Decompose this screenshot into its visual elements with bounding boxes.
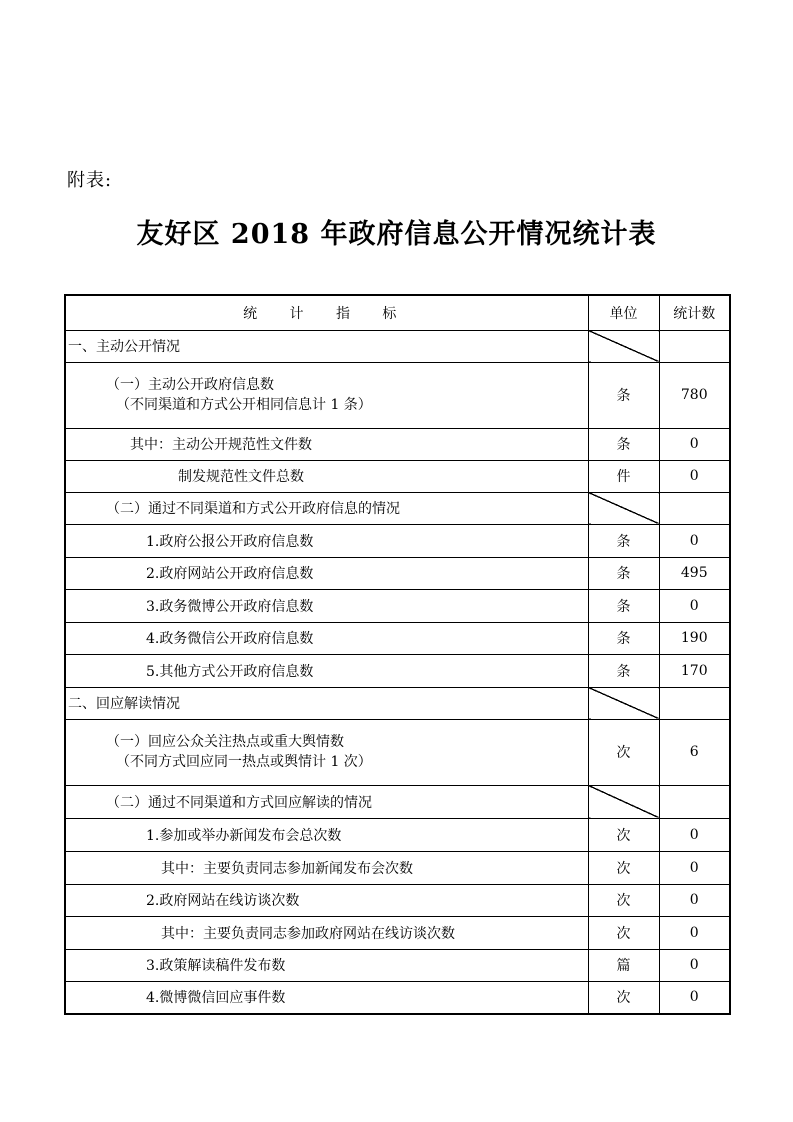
row-count: 0 <box>659 884 730 916</box>
row-unit-na <box>588 492 659 524</box>
row-count: 0 <box>659 851 730 884</box>
table-row <box>65 818 730 851</box>
row-label: 2.政府网站公开政府信息数 <box>65 557 588 589</box>
row-count: 0 <box>659 524 730 557</box>
row-unit-na <box>588 785 659 818</box>
row-count <box>659 330 730 362</box>
row-label: （二）通过不同渠道和方式回应解读的情况 <box>65 785 588 818</box>
table-row <box>65 785 730 818</box>
row-unit: 次 <box>588 981 659 1014</box>
table-row <box>65 981 730 1014</box>
row-count: 0 <box>659 589 730 622</box>
attachment-label: 附表: <box>67 170 113 191</box>
row-count <box>659 687 730 719</box>
row-count <box>659 492 730 524</box>
row-label: 其中：主要负责同志参加新闻发布会次数 <box>65 851 588 884</box>
row-label: 1.参加或举办新闻发布会总次数 <box>65 818 588 851</box>
row-unit: 条 <box>588 622 659 654</box>
table-row <box>65 622 730 654</box>
row-unit: 条 <box>588 362 659 428</box>
table-row <box>65 687 730 719</box>
row-unit: 条 <box>588 654 659 687</box>
table-row <box>65 654 730 687</box>
row-label: （一）主动公开政府信息数 <box>106 377 274 393</box>
row-count: 0 <box>659 981 730 1014</box>
row-label-cell <box>65 362 588 428</box>
row-count: 170 <box>659 654 730 687</box>
row-unit-na <box>588 330 659 362</box>
row-unit: 次 <box>588 818 659 851</box>
row-label-cell <box>65 719 588 785</box>
row-count: 190 <box>659 622 730 654</box>
table-row <box>65 949 730 981</box>
row-count: 495 <box>659 557 730 589</box>
page-title: 友好区 2018 年政府信息公开情况统计表 <box>136 219 657 250</box>
row-unit: 件 <box>588 460 659 492</box>
row-label: 其中：主要负责同志参加政府网站在线访谈次数 <box>65 916 588 949</box>
row-label: 2.政府网站在线访谈次数 <box>65 884 588 916</box>
header-unit: 单位 <box>588 295 659 330</box>
statistics-table <box>64 294 731 1015</box>
row-count <box>659 785 730 818</box>
table-row <box>65 492 730 524</box>
row-count: 0 <box>659 818 730 851</box>
row-unit: 条 <box>588 589 659 622</box>
row-count: 6 <box>659 719 730 785</box>
row-unit: 次 <box>588 719 659 785</box>
row-label: 4.政务微信公开政府信息数 <box>65 622 588 654</box>
row-unit: 条 <box>588 524 659 557</box>
row-count: 0 <box>659 428 730 460</box>
table-row <box>65 719 730 785</box>
table-row <box>65 851 730 884</box>
table-row <box>65 460 730 492</box>
row-label: 其中：主动公开规范性文件数 <box>65 428 588 460</box>
row-label: 一、主动公开情况 <box>65 330 588 362</box>
table-row <box>65 884 730 916</box>
header-count: 统计数 <box>659 295 730 330</box>
row-unit: 条 <box>588 557 659 589</box>
row-count: 0 <box>659 460 730 492</box>
row-unit: 篇 <box>588 949 659 981</box>
row-unit: 条 <box>588 428 659 460</box>
table-row <box>65 524 730 557</box>
row-label: 4.微博微信回应事件数 <box>65 981 588 1014</box>
row-label-note: （不同渠道和方式公开相同信息计 1 条） <box>116 397 372 413</box>
row-label: 制发规范性文件总数 <box>65 460 588 492</box>
row-count: 0 <box>659 916 730 949</box>
row-label: （一）回应公众关注热点或重大舆情数 <box>106 734 344 750</box>
table-row <box>65 362 730 428</box>
row-unit-na <box>588 687 659 719</box>
row-label: 3.政务微博公开政府信息数 <box>65 589 588 622</box>
row-unit: 次 <box>588 884 659 916</box>
row-unit: 次 <box>588 916 659 949</box>
table-row <box>65 557 730 589</box>
row-label: 二、回应解读情况 <box>65 687 588 719</box>
row-unit: 次 <box>588 851 659 884</box>
row-label: 1.政府公报公开政府信息数 <box>65 524 588 557</box>
table-header-row <box>65 295 730 330</box>
header-metric: 统 计 指 标 <box>65 295 588 330</box>
table-row <box>65 589 730 622</box>
table-row <box>65 916 730 949</box>
row-count: 780 <box>659 362 730 428</box>
row-label-note: （不同方式回应同一热点或舆情计 1 次） <box>116 754 372 770</box>
table-row <box>65 330 730 362</box>
row-count: 0 <box>659 949 730 981</box>
row-label: 3.政策解读稿件发布数 <box>65 949 588 981</box>
table-row <box>65 428 730 460</box>
row-label: 5.其他方式公开政府信息数 <box>65 654 588 687</box>
row-label: （二）通过不同渠道和方式公开政府信息的情况 <box>65 492 588 524</box>
